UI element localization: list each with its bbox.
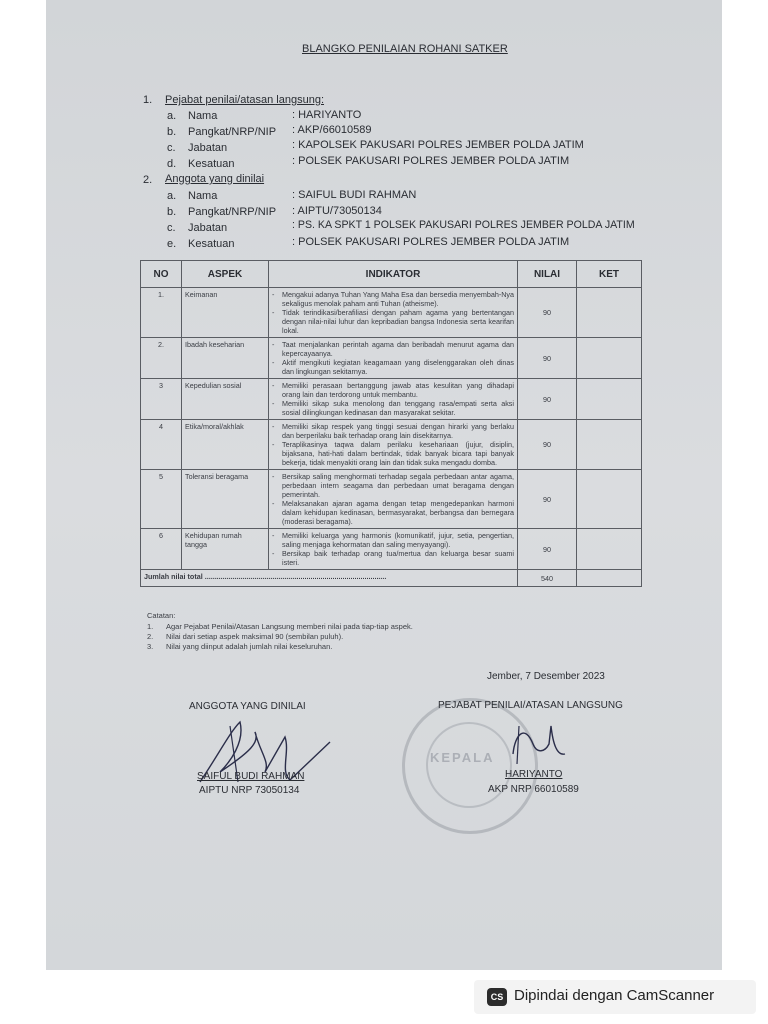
s2-label-jabatan: Jabatan bbox=[188, 222, 228, 234]
note-number: 3. bbox=[147, 642, 154, 651]
s1-value-pangkat: : AKP/66010589 bbox=[292, 124, 372, 136]
cell-no: 3 bbox=[141, 379, 182, 420]
total-label: Jumlah nilai total ........................................................................................... bbox=[141, 570, 518, 587]
right-signature bbox=[505, 714, 575, 774]
s1-label-pangkat: Pangkat/NRP/NIP bbox=[188, 126, 277, 138]
cell-nilai: 90 bbox=[518, 529, 577, 570]
cell-no: 6 bbox=[141, 529, 182, 570]
cell-ket bbox=[577, 470, 642, 529]
total-ket bbox=[577, 570, 642, 587]
header-no: NO bbox=[141, 261, 182, 288]
note-text: Nilai dari setiap aspek maksimal 90 (sembilan puluh). bbox=[166, 632, 344, 641]
cell-no: 1. bbox=[141, 288, 182, 338]
table-row bbox=[141, 420, 642, 470]
assessment-table bbox=[140, 260, 642, 587]
s2-letter-c: c. bbox=[167, 222, 176, 234]
s1-letter-c: c. bbox=[167, 142, 176, 154]
cell-aspek: Kehidupan rumah tangga bbox=[182, 529, 269, 570]
cell-nilai: 90 bbox=[518, 338, 577, 379]
s1-value-jabatan: : KAPOLSEK PAKUSARI POLRES JEMBER POLDA JATIM bbox=[292, 139, 584, 151]
official-stamp-inner bbox=[426, 722, 512, 808]
cell-aspek: Etika/moral/akhlak bbox=[182, 420, 269, 470]
left-signer-nrp: AIPTU NRP 73050134 bbox=[199, 785, 300, 796]
s2-label-nama: Nama bbox=[188, 190, 218, 202]
camscanner-logo-icon: CS bbox=[487, 988, 507, 1006]
cell-indikator bbox=[269, 529, 518, 570]
s2-letter-b: b. bbox=[167, 206, 177, 218]
indikator-item: - Tidak terindikasi/berafiliasi dengan paham agama yang bertentangan dengan nilai-nilai luhur dan kepribadian bangsa Indonesia serta kearifan lokal. bbox=[282, 308, 514, 335]
s1-label-kesatuan: Kesatuan bbox=[188, 158, 235, 170]
section1-number: 1. bbox=[143, 94, 153, 106]
indikator-item: - Taat menjalankan perintah agama dan beribadah menurut agama dan kepercayaanya. bbox=[282, 340, 514, 358]
right-signer-name: HARIYANTO bbox=[505, 769, 563, 780]
section2-heading: Anggota yang dinilai bbox=[165, 173, 265, 185]
cell-aspek: Keimanan bbox=[182, 288, 269, 338]
total-row bbox=[141, 570, 642, 587]
cell-indikator bbox=[269, 470, 518, 529]
indikator-item: - Memiliki perasaan bertanggung jawab atas kesulitan yang dihadapi orang lain dan terdorong untuk membantu. bbox=[282, 381, 514, 399]
cell-indikator bbox=[269, 420, 518, 470]
table-header-row bbox=[141, 261, 642, 288]
s1-letter-a: a. bbox=[167, 110, 177, 122]
s2-value-jabatan: : PS. KA SPKT 1 POLSEK PAKUSARI POLRES JEMBER POLDA JATIM bbox=[292, 219, 635, 231]
section1-heading: Pejabat penilai/atasan langsung: bbox=[165, 94, 325, 106]
table-row bbox=[141, 470, 642, 529]
indikator-item: - Aktif mengikuti kegiatan keagamaan yang diselenggarakan oleh dinas dan lingkungan sekitarnya. bbox=[282, 358, 514, 376]
s1-letter-d: d. bbox=[167, 158, 177, 170]
cell-no: 2. bbox=[141, 338, 182, 379]
indikator-item: - Bersikap baik terhadap orang tua/mertua dan keluarga besar suami isteri. bbox=[282, 549, 514, 567]
document-title: BLANGKO PENILAIAN ROHANI SATKER bbox=[302, 43, 508, 55]
s2-letter-e: e. bbox=[167, 238, 177, 250]
indikator-item: - Bersikap saling menghormati terhadap segala perbedaan antar agama, perbedaan intern seagama dan perbedaan umat beragama dengan pemerintah. bbox=[282, 472, 514, 499]
left-signer-name: SAIFUL BUDI RAHMAN bbox=[197, 771, 305, 782]
note-number: 2. bbox=[147, 632, 154, 641]
header-nilai: NILAI bbox=[518, 261, 577, 288]
cell-indikator bbox=[269, 379, 518, 420]
cell-nilai: 90 bbox=[518, 288, 577, 338]
notes-heading: Catatan: bbox=[147, 611, 176, 620]
note-text: Agar Pejabat Penilai/Atasan Langsung memberi nilai pada tiap-tiap aspek. bbox=[166, 622, 413, 631]
s1-letter-b: b. bbox=[167, 126, 177, 138]
cell-aspek: Ibadah keseharian bbox=[182, 338, 269, 379]
cell-aspek: Kepedulian sosial bbox=[182, 379, 269, 420]
cell-ket bbox=[577, 420, 642, 470]
left-signer-role: ANGGOTA YANG DINILAI bbox=[189, 701, 306, 712]
s1-label-jabatan: Jabatan bbox=[188, 142, 228, 154]
s2-value-kesatuan: : POLSEK PAKUSARI POLRES JEMBER POLDA JATIM bbox=[292, 236, 570, 248]
s2-value-pangkat: : AIPTU/73050134 bbox=[292, 205, 382, 217]
cell-nilai: 90 bbox=[518, 379, 577, 420]
cell-indikator bbox=[269, 288, 518, 338]
note-text: Nilai yang diinput adalah jumlah nilai keseluruhan. bbox=[166, 642, 333, 651]
cell-ket bbox=[577, 379, 642, 420]
cell-nilai: 90 bbox=[518, 470, 577, 529]
indikator-item: - Mengakui adanya Tuhan Yang Maha Esa dan bersedia menyembah-Nya sekaligus menolak paham anti Tuhan (atheisme). bbox=[282, 290, 514, 308]
indikator-item: - Memiliki sikap respek yang tinggi sesuai dengan hirarki yang berlaku dan berperilaku baik terhadap orang lain disekitarnya. bbox=[282, 422, 514, 440]
cell-ket bbox=[577, 338, 642, 379]
right-signer-nrp: AKP NRP 66010589 bbox=[488, 784, 579, 795]
camscanner-text: Dipindai dengan CamScanner bbox=[514, 987, 715, 1004]
table-row bbox=[141, 379, 642, 420]
header-indikator: INDIKATOR bbox=[269, 261, 518, 288]
s1-label-nama: Nama bbox=[188, 110, 218, 122]
indikator-item: - Melaksanakan ajaran agama dengan tetap mengedepankan harmoni dalam kehidupan kedinasan, bermasyarakat, berbangsa dan bernegara (moderasi beragama). bbox=[282, 499, 514, 526]
indikator-item: - Memiliki sikap suka menolong dan tenggang rasa/empati serta aksi sosial dilingkungan kedinasan dan masyarakat sekitar. bbox=[282, 399, 514, 417]
s1-value-nama: : HARIYANTO bbox=[292, 109, 362, 121]
cell-indikator bbox=[269, 338, 518, 379]
header-ket: KET bbox=[577, 261, 642, 288]
cell-ket bbox=[577, 288, 642, 338]
stamp-text: KEPALA bbox=[430, 750, 495, 765]
table-row bbox=[141, 288, 642, 338]
cell-ket bbox=[577, 529, 642, 570]
place-date: Jember, 7 Desember 2023 bbox=[487, 671, 605, 682]
indikator-item: - Memiliki keluarga yang harmonis (komunikatif, jujur, setia, pengertian, saling menjaga kehormatan dan saling menyayangi). bbox=[282, 531, 514, 549]
s1-value-kesatuan: : POLSEK PAKUSARI POLRES JEMBER POLDA JATIM bbox=[292, 155, 570, 167]
s2-value-nama: : SAIFUL BUDI RAHMAN bbox=[292, 189, 417, 201]
note-number: 1. bbox=[147, 622, 154, 631]
section2-number: 2. bbox=[143, 174, 153, 186]
cell-no: 4 bbox=[141, 420, 182, 470]
right-signer-role: PEJABAT PENILAI/ATASAN LANGSUNG bbox=[438, 700, 623, 711]
s2-letter-a: a. bbox=[167, 190, 177, 202]
cell-nilai: 90 bbox=[518, 420, 577, 470]
table-row bbox=[141, 529, 642, 570]
indikator-item: - Teraplikasinya taqwa dalam perilaku kesehariaan (jujur, disiplin, bijaksana, hati-hati dalam bertindak, tidak banyak bicara tapi banyak bekerja, tidak menyakiti orang lain dan tidak suka mengadu domba. bbox=[282, 440, 514, 467]
cell-no: 5 bbox=[141, 470, 182, 529]
s2-label-pangkat: Pangkat/NRP/NIP bbox=[188, 206, 277, 218]
s2-label-kesatuan: Kesatuan bbox=[188, 238, 235, 250]
cell-aspek: Toleransi beragama bbox=[182, 470, 269, 529]
total-value: 540 bbox=[518, 570, 577, 587]
header-aspek: ASPEK bbox=[182, 261, 269, 288]
table-row bbox=[141, 338, 642, 379]
